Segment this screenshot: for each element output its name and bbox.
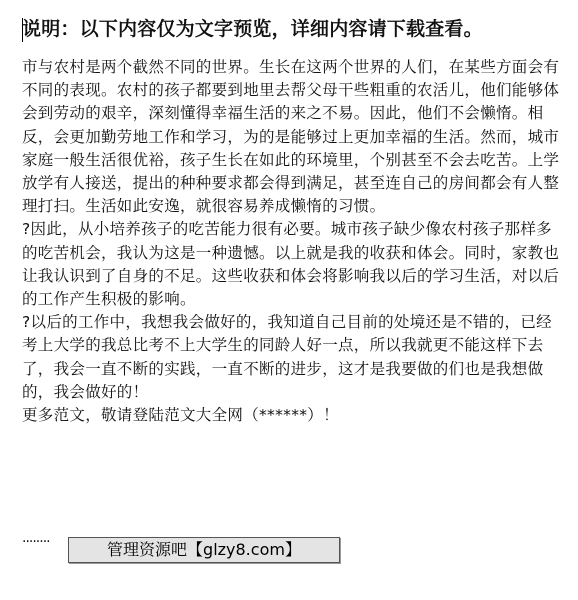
paragraph-4: 更多范文，敬请登陆范文大全网（******）！ <box>22 406 339 425</box>
document-body <box>22 56 562 427</box>
paragraph-2: ?因此，从小培养孩子的吃苦能力很有必要。城市孩子缺少像农村孩子那样多的吃苦机会，我认为这是一种遗憾。以上就是我的收获和体会。同时，家教也让我认识到了自身的不足。这些收获和体会将影响我以后的学习生活，对以后的工作产生积极的影响。 <box>22 220 560 309</box>
paragraph-3: ?以后的工作中，我想我会做好的，我知道自己目前的处境还是不错的，已经考上大学的我总比考不上大学生的同龄人好一点，所以我就更不能这样下去了，我会一直不断的实践，一直不断的进步，这才是我要做的们也是我想做的，我会做好的！ <box>22 313 552 401</box>
site-link-button[interactable]: 管理资源吧【glzy8.com】 <box>68 537 340 563</box>
ellipsis: ········ <box>22 534 50 550</box>
preview-notice: 说明：以下内容仅为文字预览，详细内容请下载查看。 <box>22 18 483 40</box>
paragraph-1: 市与农村是两个截然不同的世界。生长在这两个世界的人们，在某些方面会有不同的表现。农村的孩子都要到地里去帮父母干些粗重的农活儿，他们能够体会到劳动的艰辛，深刻懂得幸福生活的来之不易。因此，他们不会懒惰。相反，会更加勤劳地工作和学习，为的是能够过上更加幸福的生活。然而，城市家庭一般生活很优裕，孩子生长在如此的环境里，个别甚至不会去吃苦。上学放学有人接送，提出的种种要求都会得到满足，甚至连自己的房间都会有人整理打扫。生活如此安逸，就很容易养成懒惰的习惯。 <box>22 58 560 216</box>
